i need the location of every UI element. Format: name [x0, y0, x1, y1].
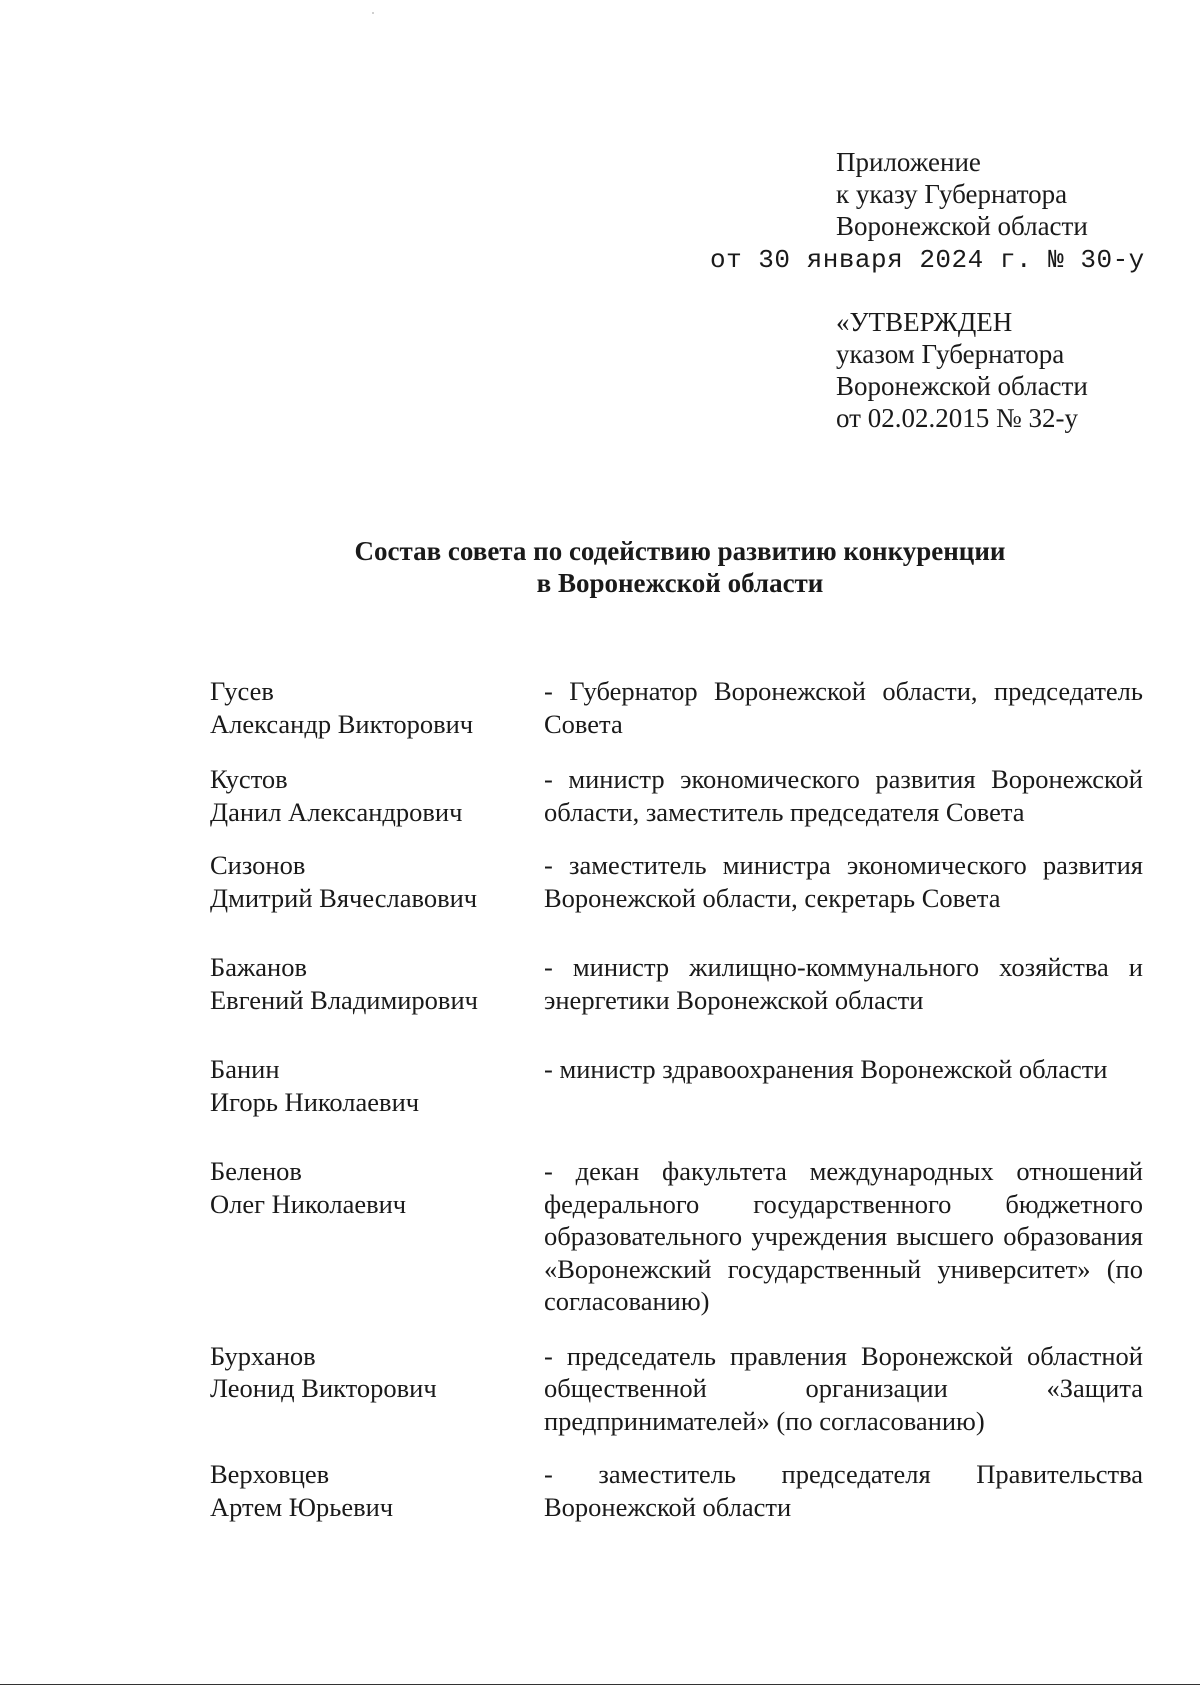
member-name	[210, 1458, 544, 1523]
approval-line: Воронежской области	[836, 371, 1088, 401]
approval-header	[836, 306, 1088, 434]
member-entry	[210, 1458, 1143, 1523]
approval-line: «УТВЕРЖДЕН	[836, 307, 1013, 337]
appendix-header	[836, 146, 1088, 242]
member-first-name: Александр Викторович	[210, 708, 474, 739]
member-name	[210, 849, 544, 914]
member-first-name: Игорь Николаевич	[210, 1086, 420, 1117]
member-last-name: Беленов	[210, 1156, 302, 1186]
member-entry	[210, 1155, 1143, 1318]
member-role: - Губернатор Воронежской области, председатель Совета	[544, 676, 1143, 739]
member-first-name: Евгений Владимирович	[210, 984, 478, 1015]
member-first-name: Олег Николаевич	[210, 1188, 407, 1219]
member-name	[210, 1053, 544, 1118]
approval-line: указом Губернатора	[836, 339, 1065, 369]
member-last-name: Верховцев	[210, 1459, 330, 1489]
member-role: - декан факультета международных отношений федерального государственного бюджетного образовательного учреждения высшего образования «Воронежский государственный университет» (по согласованию)	[544, 1156, 1143, 1316]
document-title	[0, 535, 1200, 599]
member-entry	[210, 1053, 1143, 1118]
council-members-list	[210, 675, 1143, 1523]
member-name	[210, 675, 544, 740]
member-last-name: Гусев	[210, 676, 274, 706]
member-name	[210, 763, 544, 828]
appendix-line: Воронежской области	[836, 211, 1088, 241]
appendix-line: Приложение	[836, 147, 981, 177]
document-title-line2: в Воронежской области	[536, 568, 824, 598]
member-entry	[210, 951, 1143, 1016]
member-role: - заместитель министра экономического развития Воронежской области, секретарь Совета	[544, 850, 1143, 913]
member-first-name: Артем Юрьевич	[210, 1491, 394, 1522]
member-last-name: Бажанов	[210, 952, 307, 982]
member-first-name: Леонид Викторович	[210, 1373, 437, 1403]
member-last-name: Сизонов	[210, 850, 306, 880]
scan-speck	[372, 12, 374, 14]
member-role: - министр здравоохранения Воронежской области	[544, 1054, 1108, 1084]
member-name	[210, 1340, 544, 1438]
document-title-line1: Состав совета по содействию развитию конкуренции	[354, 536, 1006, 566]
member-name	[210, 1155, 544, 1318]
member-last-name: Кустов	[210, 764, 288, 794]
member-entry	[210, 1340, 1143, 1438]
member-role: - заместитель председателя Правительства Воронежской области	[544, 1459, 1143, 1522]
member-entry	[210, 675, 1143, 740]
member-entry	[210, 849, 1143, 914]
member-role: - министр жилищно-коммунального хозяйства и энергетики Воронежской области	[544, 952, 1143, 1015]
member-role: - председатель правления Воронежской областной общественной организации «Защита предпринимателей» (по согласованию)	[544, 1340, 1143, 1436]
member-name	[210, 951, 544, 1016]
page-bottom-edge	[0, 1684, 1200, 1685]
member-first-name: Дмитрий Вячеславович	[210, 882, 478, 913]
appendix-line: к указу Губернатора	[836, 179, 1068, 209]
appendix-decree-date: от 30 января 2024 г. № 30-у	[710, 245, 1145, 275]
member-entry	[210, 763, 1143, 828]
member-last-name: Банин	[210, 1054, 280, 1084]
member-first-name: Данил Александрович	[210, 796, 463, 827]
member-role: - министр экономического развития Воронежской области, заместитель председателя Совета	[544, 764, 1143, 827]
member-last-name: Бурханов	[210, 1340, 316, 1371]
approval-line: от 02.02.2015 № 32-у	[836, 403, 1078, 433]
